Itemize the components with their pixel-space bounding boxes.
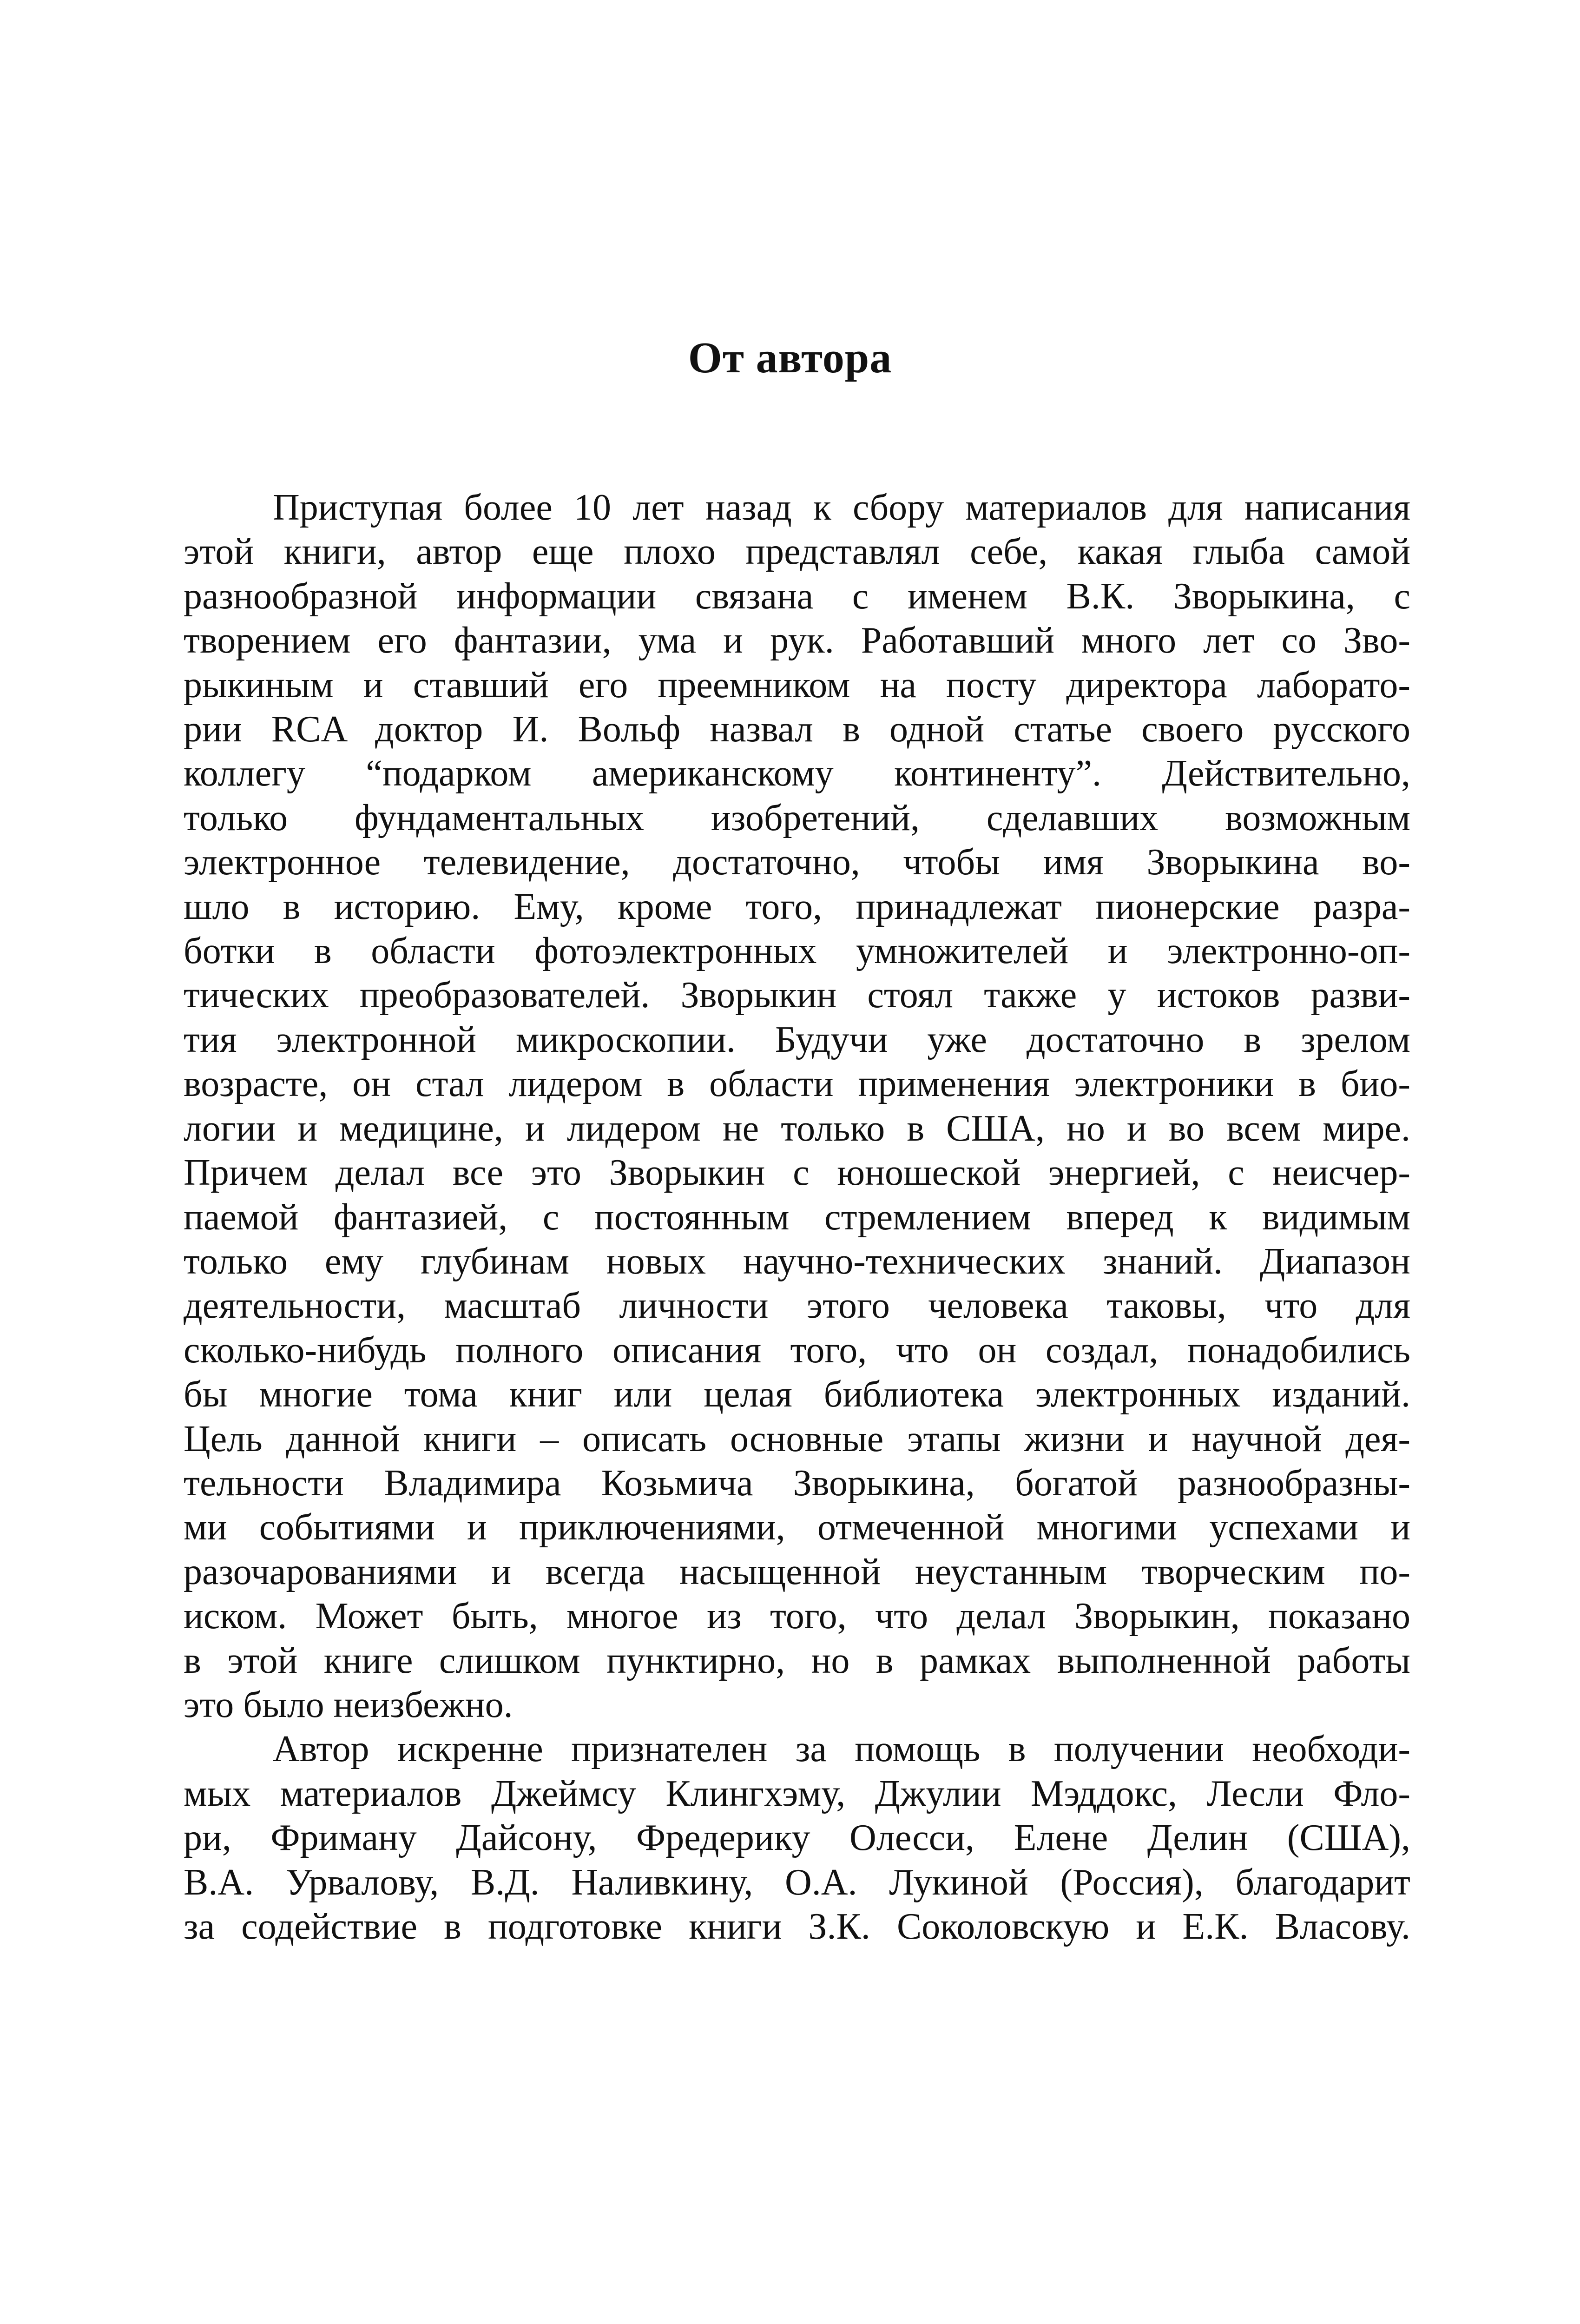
text-line: разнообразной информации связана с именем В.К. Зворыкина, с xyxy=(184,575,1410,617)
text-line: коллегу “подарком американскому континенту”. Действительно, xyxy=(184,753,1410,794)
text-line: иском. Может быть, многое из того, что делал Зворыкин, показано xyxy=(184,1596,1410,1637)
text-line: В.А. Урвалову, В.Д. Наливкину, О.А. Лукиной (Россия), благодарит xyxy=(184,1862,1410,1903)
text-line: рыкиным и ставший его преемником на посту директора лаборато- xyxy=(184,664,1410,706)
text-line: тических преобразователей. Зворыкин стоял также у истоков разви- xyxy=(184,975,1410,1016)
text-line: Причем делал все это Зворыкин с юношеской энергией, с неисчер- xyxy=(184,1152,1410,1194)
page-title: От автора xyxy=(688,334,892,382)
text-line: только ему глубинам новых научно-технических знаний. Диапазон xyxy=(184,1241,1410,1282)
text-line: тия электронной микроскопии. Будучи уже достаточно в зрелом xyxy=(184,1019,1410,1060)
text-line: бы многие тома книг или целая библиотека электронных изданий. xyxy=(184,1374,1410,1415)
text-line: ри, Фриману Дайсону, Фредерику Олесси, Елене Делин (США), xyxy=(184,1817,1410,1859)
paragraph-1 xyxy=(184,486,1410,1727)
text-line: этой книги, автор еще плохо представлял себе, какая глыба самой xyxy=(184,531,1410,573)
text-line: это было неизбежно. xyxy=(184,1684,513,1725)
text-line: Цель данной книги – описать основные этапы жизни и научной дея- xyxy=(184,1418,1410,1459)
text-line: логии и медицине, и лидером не только в США, но и во всем мире. xyxy=(184,1108,1410,1149)
text-line: рии RCA доктор И. Вольф назвал в одной статье своего русского xyxy=(184,709,1410,750)
text-line: ми событиями и приключениями, отмеченной многими успехами и xyxy=(184,1507,1410,1548)
text-line: Автор искренне признателен за помощь в получении необходи- xyxy=(273,1729,1410,1770)
text-line: разочарованиями и всегда насыщенной неустанным творческим по- xyxy=(184,1551,1410,1592)
text-line: мых материалов Джеймсу Клингхэму, Джулии Мэддокс, Лесли Фло- xyxy=(184,1773,1410,1814)
text-line: сколько-нибудь полного описания того, что он создал, понадобились xyxy=(184,1329,1410,1371)
text-line: Приступая более 10 лет назад к сбору материалов для написания xyxy=(273,487,1410,528)
text-line: возрасте, он стал лидером в области применения электроники в био- xyxy=(184,1063,1410,1105)
text-line: творением его фантазии, ума и рук. Работавший много лет со Зво- xyxy=(184,620,1410,661)
text-line: в этой книге слишком пунктирно, но в рамках выполненной работы xyxy=(184,1640,1410,1681)
text-line: за содействие в подготовке книги З.К. Соколовскую и Е.К. Власову. xyxy=(184,1906,1410,1947)
text-line: шло в историю. Ему, кроме того, принадлежат пионерские разра- xyxy=(184,886,1410,927)
text-line: паемой фантазией, с постоянным стремлением вперед к видимым xyxy=(184,1196,1410,1238)
text-line: ботки в области фотоэлектронных умножителей и электронно-оп- xyxy=(184,931,1410,972)
text-line: только фундаментальных изобретений, сделавших возможным xyxy=(184,797,1410,838)
text-line: тельности Владимира Козьмича Зворыкина, богатой разнообразны- xyxy=(184,1462,1410,1504)
text-line: электронное телевидение, достаточно, чтобы имя Зворыкина во- xyxy=(184,842,1410,883)
text-line: деятельности, масштаб личности этого человека таковы, что для xyxy=(184,1285,1410,1327)
paragraph-2 xyxy=(184,1727,1410,1949)
page-body xyxy=(184,486,1410,1949)
